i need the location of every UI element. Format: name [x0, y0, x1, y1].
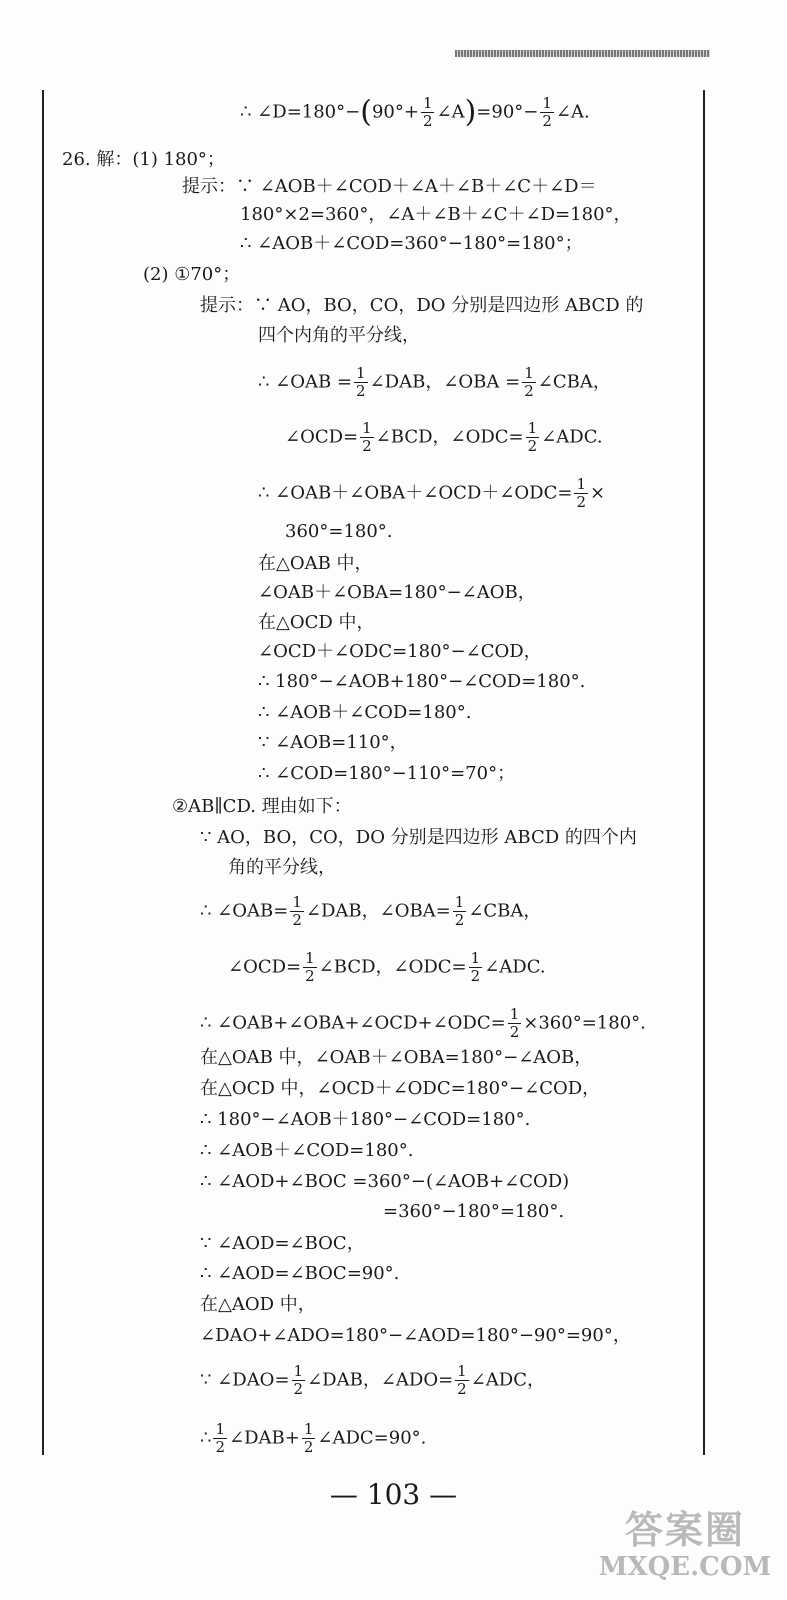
right-margin-rule	[703, 90, 705, 1455]
fraction: $\frac{1}{2}$	[542, 94, 552, 130]
fraction: $\frac{1}{2}$	[524, 364, 534, 400]
hint-2-line: ∴ ∠AOB＋∠COD=180°.	[258, 702, 472, 723]
part-2b-bisector-eq-1: ∴ ∠OAB= $\frac{1}{2}$ ∠DAB，∠OBA= $\frac{1}{2}$ ∠CBA，	[200, 893, 542, 929]
fraction: $\frac{1}{2}$	[422, 94, 433, 130]
left-margin-rule	[42, 90, 44, 1455]
part-2b-bisector-eq-2: ∠OCD= $\frac{1}{2}$ ∠BCD，∠ODC= $\frac{1}{2}$ ∠ADC.	[228, 949, 546, 985]
part-2-heading: (2) ①70°；	[143, 264, 241, 285]
fraction: $\frac{1}{2}$	[356, 364, 366, 400]
hint-2-line: ∴ 180°−∠AOB+180°−∠COD=180°.	[258, 671, 586, 692]
fraction: $\frac{1}{2}$	[362, 419, 372, 455]
page-number: — 103 —	[329, 1478, 458, 1511]
watermark-name: 答案圈	[624, 1507, 745, 1552]
fraction: $\frac{1}{2}$	[292, 893, 302, 929]
hint-2-line: 在△OAB 中，	[258, 553, 373, 574]
hint-2-line: ∠OCD＋∠ODC=180°−∠COD，	[258, 641, 542, 662]
watermark-url: MXQE.COM	[598, 1552, 772, 1582]
hint-2-sum-eq: ∴ ∠OAB＋∠OBA＋∠OCD＋∠ODC= $\frac{1}{2}$ ×	[258, 475, 606, 511]
hint-1-conclusion: ∴ ∠AOB＋∠COD=360°−180°=180°；	[240, 233, 583, 254]
hint-1-line-1: 提示：∵ ∠AOB＋∠COD＋∠A＋∠B＋∠C＋∠D＝	[182, 176, 597, 197]
fraction: $\frac{1}{2}$	[303, 1420, 314, 1456]
fraction: $\frac{1}{2}$	[454, 893, 465, 929]
fraction: $\frac{1}{2}$	[576, 475, 587, 511]
part-2b-line: 在△AOD 中，	[200, 1294, 316, 1315]
fraction: $\frac{1}{2}$	[293, 1362, 304, 1398]
part-2b-line: ∵ ∠AOD=∠BOC，	[200, 1233, 365, 1254]
hint-2-line: ∴ ∠COD=180°−110°=70°；	[258, 763, 516, 784]
equation-angle-d: ∴ ∠D=180°−(90°+ $\frac{1}{2}$ ∠A)=90°− $\frac{1}{2}$ ∠A.	[240, 94, 590, 130]
hint-2-line-1: 提示：∵ AO，BO，CO，DO 分别是四边形 ABCD 的	[200, 295, 644, 316]
part-2b-line: ∴ ∠AOD+∠BOC =360°−(∠AOB+∠COD)	[200, 1171, 570, 1192]
part-2b-line: ∴ ∠AOD=∠BOC=90°.	[200, 1263, 400, 1284]
part-2b-final-eq: ∴ $\frac{1}{2}$ ∠DAB+ $\frac{1}{2}$ ∠ADC=90°.	[200, 1420, 427, 1456]
part-2b-bisector-eq-3: ∵ ∠DAO= $\frac{1}{2}$ ∠DAB，∠ADO= $\frac{1}{2}$ ∠ADC，	[200, 1362, 546, 1398]
header-decorative-bar	[455, 50, 710, 57]
part-2b-sum-eq: ∴ ∠OAB+∠OBA+∠OCD+∠ODC= $\frac{1}{2}$ ×360°=180°.	[200, 1005, 646, 1041]
fraction: $\frac{1}{2}$	[457, 1362, 467, 1398]
part-2b-line: ∠DAO+∠ADO=180°−∠AOD=180°−90°=90°，	[200, 1325, 631, 1346]
part-2b-line: 角的平分线，	[228, 857, 336, 878]
fraction: $\frac{1}{2}$	[215, 1420, 225, 1456]
fraction: $\frac{1}{2}$	[509, 1005, 520, 1041]
part-2b-heading: ②AB∥CD. 理由如下：	[172, 796, 352, 817]
part-2b-line: ∵ AO，BO，CO，DO 分别是四边形 ABCD 的四个内	[200, 827, 637, 848]
fraction: $\frac{1}{2}$	[305, 949, 315, 985]
watermark	[590, 1508, 780, 1582]
hint-2-bisector-eq-1: ∴ ∠OAB = $\frac{1}{2}$ ∠DAB，∠OBA = $\frac{1}{2}$ ∠CBA，	[258, 364, 611, 400]
hint-2-line: 360°=180°.	[285, 521, 393, 542]
question-26-heading: 26. 解：(1) 180°；	[62, 149, 225, 170]
fraction: $\frac{1}{2}$	[470, 949, 481, 985]
part-2b-line: ∴ 180°−∠AOB＋180°−∠COD=180°.	[200, 1109, 531, 1130]
part-2b-line: 在△OAB 中，∠OAB＋∠OBA=180°−∠AOB，	[200, 1047, 593, 1068]
hint-2-line-2: 四个内角的平分线，	[258, 325, 420, 346]
part-2b-line: 在△OCD 中，∠OCD＋∠ODC=180°−∠COD，	[200, 1078, 601, 1099]
hint-1-line-2: 180°×2=360°，∠A＋∠B＋∠C＋∠D=180°，	[240, 204, 632, 225]
hint-2-line: ∵ ∠AOB=110°，	[258, 732, 408, 753]
part-2b-line: ∴ ∠AOB＋∠COD=180°.	[200, 1140, 414, 1161]
hint-2-bisector-eq-2: ∠OCD= $\frac{1}{2}$ ∠BCD，∠ODC= $\frac{1}{2}$ ∠ADC.	[285, 419, 603, 455]
fraction: $\frac{1}{2}$	[527, 419, 538, 455]
hint-2-line: ∠OAB＋∠OBA=180°−∠AOB，	[258, 582, 536, 603]
part-2b-line: =360°−180°=180°.	[383, 1201, 565, 1222]
hint-2-line: 在△OCD 中，	[258, 612, 375, 633]
